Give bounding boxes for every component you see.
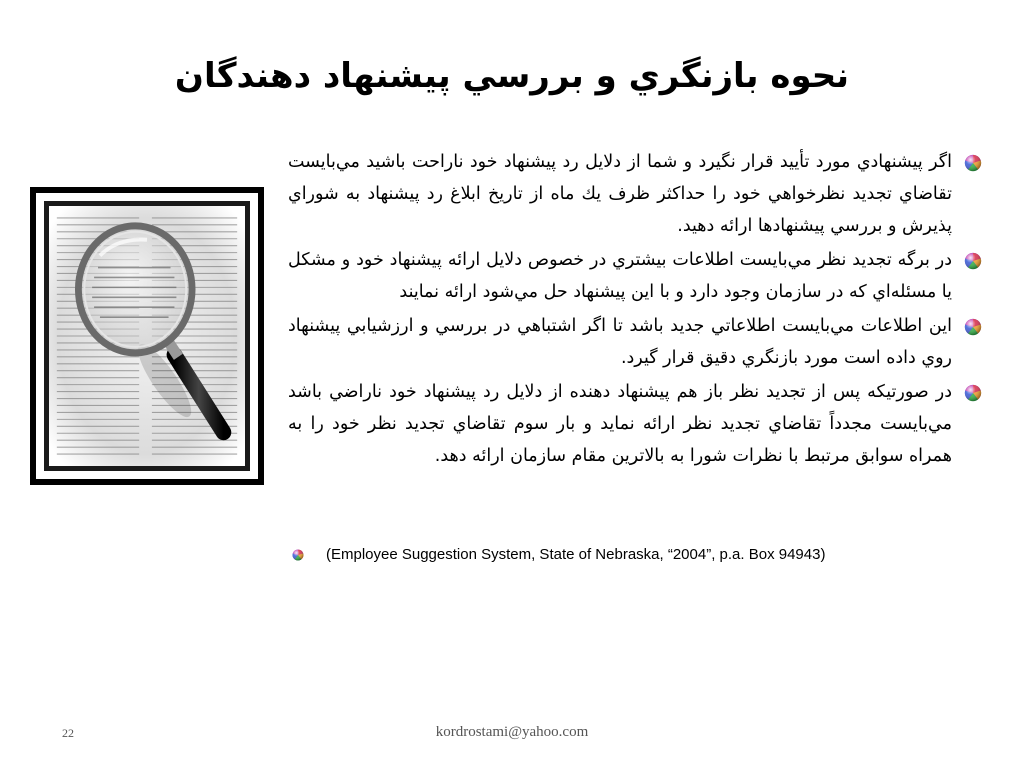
sphere-bullet-icon: [292, 549, 304, 561]
bullet-text: اين اطلاعات مي‌بايست اطلاعاتي جديد باشد تا اگر اشتباهي در بررسي و ارزشيابي پيشنهاد روي داده است مورد بازنگري دقيق قرار گيرد.: [288, 316, 952, 368]
bullet-text: در صورتيكه پس از تجديد نظر باز هم پيشنهاد دهنده از دلايل رد پيشنهاد خود ناراضي باشد مي‌بايست مجدداً تقاضاي تجديد نظر ارائه نمايد و بار سوم تقاضاي تجديد نظر خود را به همراه سوابق مرتبط با نظرات شورا به بالاترين مقام سازمان ارائه دهد.: [288, 382, 952, 466]
sphere-bullet-icon: [964, 318, 982, 336]
picture-border: [44, 201, 250, 471]
bullet-text: در برگه تجديد نظر مي‌بايست اطلاعات بيشتري در خصوص دلايل ارائه پيشنهاد خود و مشكل يا مسئله‌اي كه در سازمان وجود دارد و با اين پيشنهاد حل مي‌شود ارائه نمايند: [288, 250, 952, 302]
sphere-bullet-icon: [964, 252, 982, 270]
citation: [292, 545, 932, 567]
footer-email: kordrostami@yahoo.com: [435, 724, 589, 740]
sphere-bullet-icon: [964, 384, 982, 402]
list-item: [288, 244, 988, 308]
picture-frame: [30, 187, 264, 485]
magnifying-glass-newspaper-image: [49, 206, 245, 466]
bullet-list: [288, 146, 988, 474]
slide-title: نحوه بازنگري و بررسي پيشنهاد دهندگان: [174, 56, 850, 96]
bullet-text: اگر پيشنهادي مورد تأييد قرار نگيرد و شما از دلايل رد پيشنهاد خود ناراحت باشيد مي‌بايست تقاضاي تجديد نظرخواهي خود را حداكثر ظرف يك ماه از تاريخ ابلاغ رد پيشنهاد به شوراي پذيرش و بررسي پيشنهادها ارائه دهيد.: [288, 152, 952, 236]
page-number: 22: [62, 726, 74, 740]
list-item: [288, 146, 988, 242]
list-item: [288, 310, 988, 374]
picture-mat: [36, 193, 258, 479]
sphere-bullet-icon: [964, 154, 982, 172]
citation-text: (Employee Suggestion System, State of Nebraska, “2004”, p.a. Box 94943): [326, 546, 826, 563]
list-item: [288, 376, 988, 472]
